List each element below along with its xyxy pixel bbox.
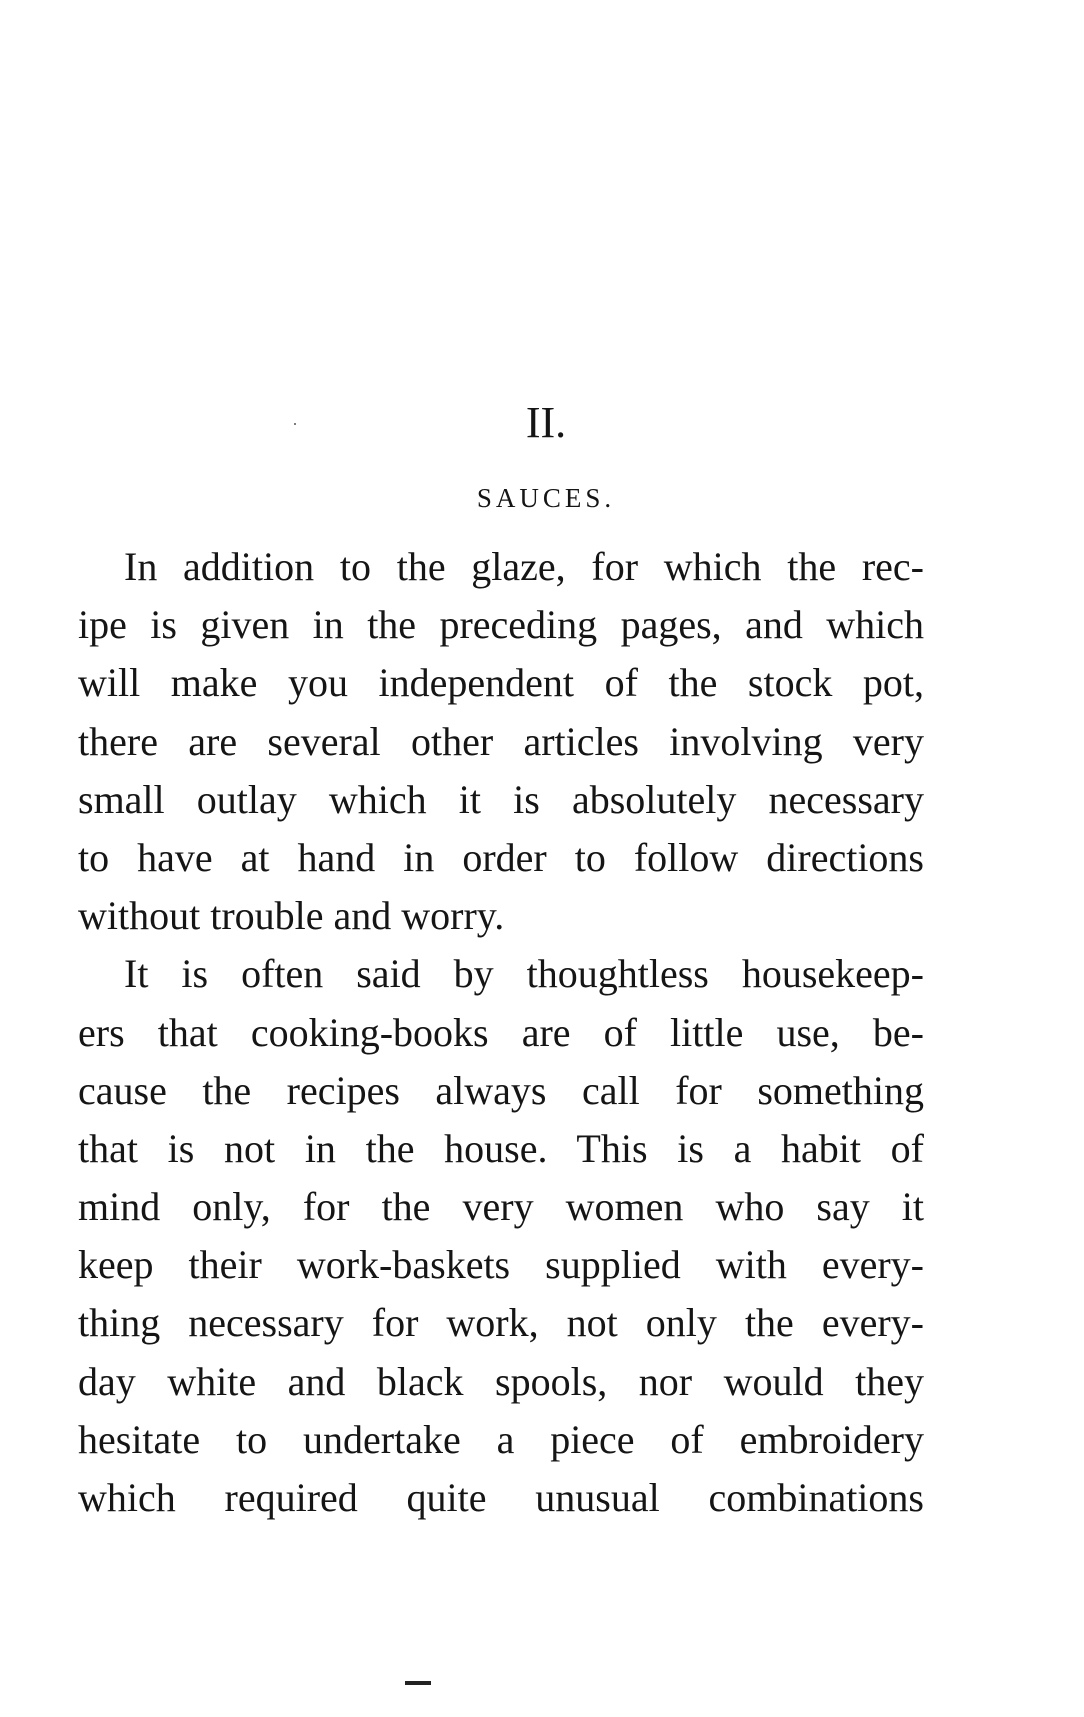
paragraph-1-line-3: will make you independent of the stock pot, bbox=[78, 660, 924, 706]
paragraph-2-line-6: keep their work-baskets supplied with every- bbox=[78, 1242, 924, 1288]
paragraph-1-line-5: small outlay which it is absolutely necessary bbox=[78, 776, 924, 822]
paragraph-2-line-2: ers that cooking-books are of little use, be- bbox=[78, 1009, 924, 1055]
paragraph-1-line-7: without trouble and worry. bbox=[78, 893, 505, 939]
paragraph-1-line-1: In addition to the glaze, for which the rec- bbox=[124, 544, 924, 589]
paragraph-2-line-8: day white and black spools, nor would they bbox=[78, 1358, 924, 1404]
paragraph-2-line-9: hesitate to undertake a piece of embroidery bbox=[78, 1416, 924, 1462]
body-text bbox=[78, 538, 924, 1527]
chapter-number: II. bbox=[525, 398, 567, 447]
paragraph-2-line-3: cause the recipes always call for something bbox=[78, 1067, 924, 1113]
footer-mark bbox=[405, 1681, 431, 1685]
paragraph-2-line-1: It is often said by thoughtless housekeep- bbox=[124, 951, 924, 997]
chapter-title: SAUCES. bbox=[476, 483, 616, 513]
paragraph-1-line-2: ipe is given in the preceding pages, and which bbox=[78, 602, 924, 648]
paragraph-1-line-4: there are several other articles involving very bbox=[78, 718, 924, 764]
paragraph-2-line-7: thing necessary for work, not only the every- bbox=[78, 1300, 924, 1346]
paragraph-2-line-5: mind only, for the very women who say it bbox=[78, 1184, 924, 1230]
paragraph-2-line-4: that is not in the house. This is a habit of bbox=[78, 1125, 924, 1171]
paragraph-1-line-6: to have at hand in order to follow directions bbox=[78, 834, 924, 880]
paragraph-2-line-10: which required quite unusual combinations bbox=[78, 1475, 924, 1520]
